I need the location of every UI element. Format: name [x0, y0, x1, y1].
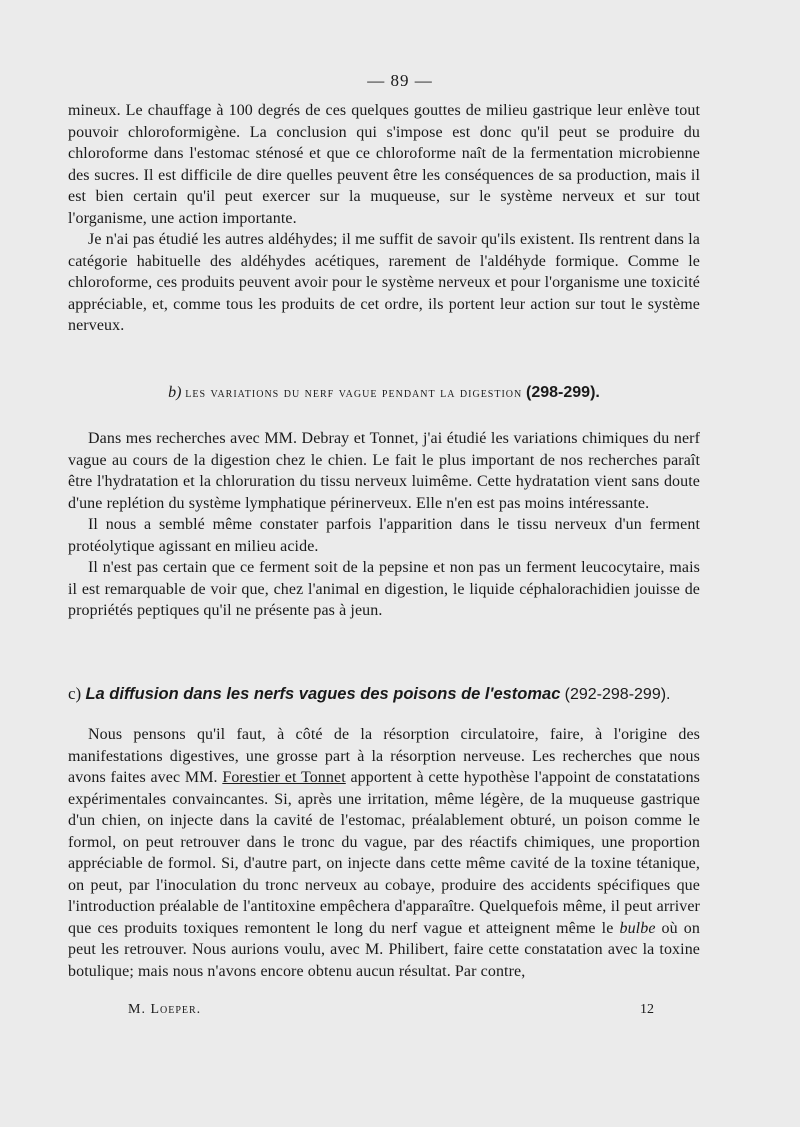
- section-b-refs: (298-299).: [526, 384, 600, 401]
- paragraph-diffusion-part2: apportent à cette hypothèse l'appoint de constatations expérimentales convaincantes. Si, après une irritation, même légère, de la muqueuse gastrique d'un chien, on injecte dans la cavité de l'estomac, préalablement obturé, un poison comme le formol, on peut retrouver dans le tronc du vague, par des réactifs chimiques, une proportion appréciable de formol. Si, d'autre part, on injecte dans cette même cavité de la toxine tétanique, on peut, par l'inoculation du tronc nerveux au cobaye, produire des accidents spécifiques que l'introduction préalable de l'antitoxine empêchera d'apparaître. Quelquefois même, il peut arriver que ces produits toxiques remontent le long du nerf vague et atteignent même le: [68, 769, 700, 937]
- page-number: — 89 —: [367, 71, 433, 90]
- section-b-letter: b): [168, 384, 182, 401]
- section-c-text: [68, 724, 700, 982]
- paragraph-chloroform: mineux. Le chauffage à 100 degrés de ces quelques gouttes de milieu gastrique leur enlève tout pouvoir chloroformigène. La conclusion qui s'impose est donc qu'il peut se produire du chloroforme dans l'estomac sténosé et que ce chloroforme naît de la fermentation microbienne des sucres. Il est difficile de dire quelles peuvent être les conséquences de sa production, mais il est bien certain qu'il peut exercer sur la muqueuse, sur le système nerveux et sur tout l'organisme, une action importante.: [68, 102, 700, 227]
- paragraph-vague-variations: Dans mes recherches avec MM. Debray et Tonnet, j'ai étudié les variations chimiques du nerf vague au cours de la digestion chez le chien. Le fait le plus important de nos recherches paraît être l'hydratation et la chloruration du tissu nerveux luimême. Cette hydratation vient sans doute d'une replétion du système lymphatique périnerveux. Elle n'en est pas moins intéressante.: [68, 430, 700, 512]
- section-b-text: [68, 428, 700, 622]
- bulbe-italic: bulbe: [619, 919, 656, 937]
- section-c-letter: c): [68, 684, 82, 703]
- paragraph-ferment: Il nous a semblé même constater parfois l'apparition dans le tissu nerveux d'un ferment protéolytique agissant en milieu acide.: [68, 516, 700, 555]
- top-text-block: [68, 100, 700, 337]
- paragraph-diffusion-part1: Nous pensons qu'il faut, à côté de la résorption circulatoire, faire, à l'origine des manifestations digestives, une grosse part à la résorption nerveuse. Les recherches que nous avons faites avec MM.: [68, 726, 700, 786]
- section-b-title: les variations du nerf vague pendant la digestion: [185, 386, 523, 401]
- paragraph-diffusion-part3: où on peut les retrouver. Nous aurions voulu, avec M. Philibert, faire cette constatation avec la toxine botulique; mais nous n'avons encore obtenu aucun résultat. Par contre,: [68, 919, 700, 980]
- author-names-underlined: Forestier et Tonnet: [222, 769, 346, 786]
- section-c-title: La diffusion dans les nerfs vagues des poisons de l'estomac: [85, 685, 561, 703]
- paragraph-leucocytaire: Il n'est pas certain que ce ferment soit de la pepsine et non pas un ferment leucocytaire, mais il est remarquable de voir que, chez l'animal en digestion, le liquide céphalorachidien jouisse de propriétés peptiques qu'il ne présente pas à jeun.: [68, 559, 700, 619]
- paragraph-aldehydes: Je n'ai pas étudié les autres aldéhydes; il me suffit de savoir qu'ils existent. Ils rentrent dans la catégorie habituelle des aldéhydes acétiques, rarement de l'aldéhyde formique. Comme le chloroforme, ces produits peuvent avoir pour le système nerveux et pour l'organisme une toxicité appréciable, et, comme tous les produits de cet ordre, ils portent leur action sur tout le système nerveux.: [68, 231, 700, 334]
- section-c-heading: [68, 684, 708, 704]
- footer-author: M. Loeper.: [128, 1002, 202, 1017]
- footer-sheet-number: 12: [640, 1002, 654, 1017]
- section-c-refs: (292-298-299).: [564, 686, 671, 703]
- paragraph-diffusion: [68, 724, 700, 982]
- section-b-heading: [68, 384, 700, 402]
